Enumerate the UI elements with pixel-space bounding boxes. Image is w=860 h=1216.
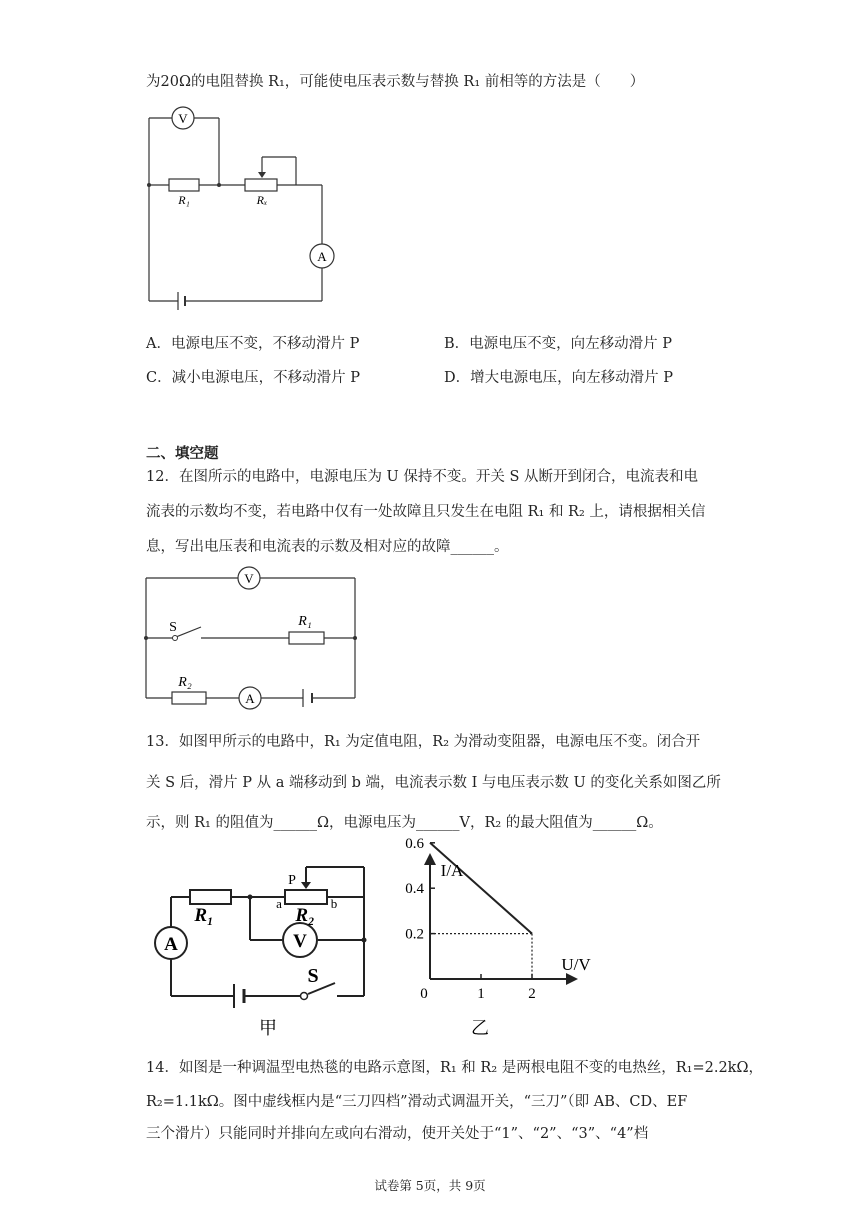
q12-line-1: 12．在图所示的电路中，电源电压为 U 保持不变。开关 S 从断开到闭合，电流表和电 [146,469,699,485]
q13-slider-label: P [288,873,296,888]
q11-rx-label: Rₓ [256,193,268,207]
svg-text:V: V [293,931,307,952]
q11-option-c: C．减小电源电压，不移动滑片 P [146,370,360,386]
q13-r1-label: R₁ [194,905,214,926]
q11-option-b: B．电源电压不变，向左移动滑片 P [444,336,673,352]
caption-yi: 乙 [471,1018,489,1038]
q13-line-3: 示，则 R₁ 的阻值为______Ω，电源电压为______V，R₂ 的最大阻值为______Ω。 [146,815,663,831]
data-line [430,843,532,934]
q11-option-d: D．增大电源电压，向左移动滑片 P [444,370,673,386]
q13-r2-label: R₂ [295,905,315,926]
svg-text:A: A [164,934,178,955]
svg-text:A: A [245,691,255,706]
page-footer: 试卷第 5页，共 9页 [374,1178,486,1193]
section-title: 二、填空题 [146,446,219,462]
q13-end-b-label: b [330,896,338,911]
y-axis-arrow-icon [424,853,436,865]
axes [430,863,568,979]
x-axis-arrow-icon [566,973,578,985]
q12-r1-label: R₁ [298,614,312,629]
x-tick-label: 2 [528,986,536,1002]
q13-line-1: 13．如图甲所示的电路中，R₁ 为定值电阻，R₂ 为滑动变阻器，电源电压不变。闭合开 [146,734,701,750]
q11-r1-label: R₁ [178,193,190,207]
svg-text:V: V [244,571,254,586]
q13-switch-label: S [307,965,319,987]
q13-line-2: 关 S 后，滑片 P 从 a 端移动到 b 端，电流表示数 I 与电压表示数 U 的变化关系如图乙所 [146,775,721,791]
q12-switch-label: S [169,620,177,635]
q13-caption-jia: 甲 [259,1018,277,1038]
q12-line-2: 流表的示数均不变，若电路中仅有一处故障且只发生在电阻 R₁ 和 R₂ 上，请根据相关信 [146,504,706,520]
x-axis-label: U/V [561,955,591,974]
y-tick-label: 0.4 [405,881,424,898]
q11-option-a: A．电源电压不变，不移动滑片 P [146,336,360,352]
q14-line-1: 14．如图是一种调温型电热毯的电路示意图，R₁ 和 R₂ 是两根电阻不变的电热丝，R₁=2.2kΩ， [146,1060,763,1076]
svg-text:A: A [317,249,327,264]
y-tick-label: 0.2 [405,926,424,943]
y-axis-label: I/A [440,861,464,880]
q12-r2-label: R₂ [178,675,192,690]
q11-stem: 为20Ω的电阻替换 R₁，可能使电压表示数与替换 R₁ 前相等的方法是（ ） [146,74,645,90]
x-tick-label: 1 [477,986,485,1002]
q14-line-2: R₂=1.1kΩ。图中虚线框内是“三刀四档”滑动式调温开关，“三刀”（即 AB、CD、EF [146,1094,688,1110]
y-tick-label: 0.6 [405,835,424,852]
origin-label: 0 [420,986,428,1002]
q14-line-3: 三个滑片）只能同时并排向左或向右滑动，使开关处于“1”、“2”、“3”、“4”档 [146,1126,649,1142]
svg-text:V: V [178,111,188,126]
q13-end-a-label: a [276,896,282,911]
q12-line-3: 息，写出电压表和电流表的示数及相对应的故障______。 [146,539,509,555]
